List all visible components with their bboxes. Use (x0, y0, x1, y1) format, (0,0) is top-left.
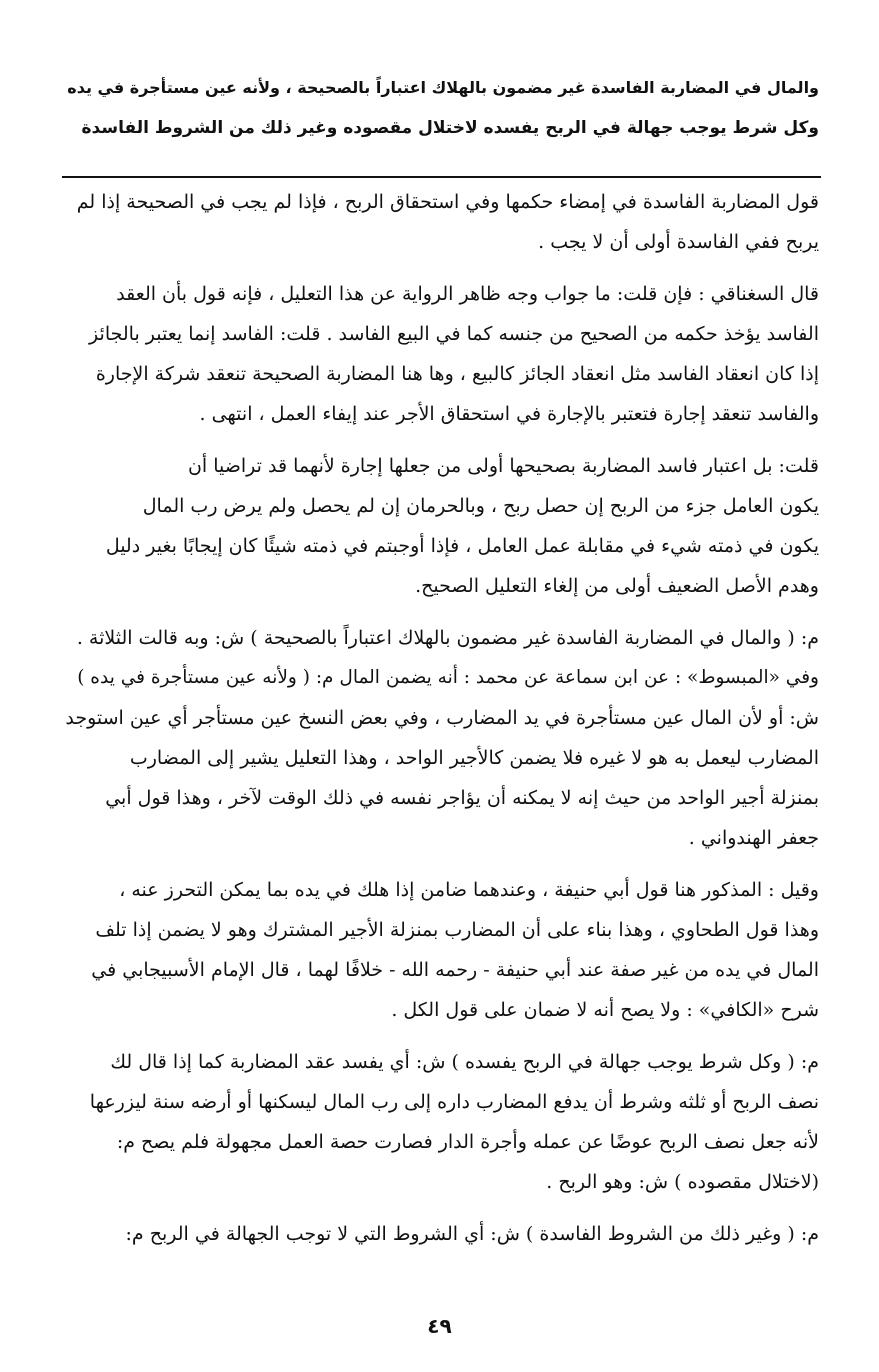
text-line: المال في يده من غير صفة عند أبي حنيفة - رحمه الله - خلافًا لهما ، قال الإمام الأسبيجابي في (91, 959, 819, 981)
text-line: يكون في ذمته شيء في مقابلة عمل العامل ، فإذا أوجبتم في ذمته شيئًا كان إيجابًا بغير دليل (105, 535, 819, 557)
text-line: م: ( وغير ذلك من الشروط الفاسدة ) ش: أي الشروط التي لا توجب الجهالة في الربح م: (125, 1223, 819, 1245)
paragraph (62, 182, 819, 262)
paragraph (62, 618, 819, 858)
text-line: م: ( والمال في المضاربة الفاسدة غير مضمون بالهلاك اعتباراً بالصحيحة ) ش: وبه قالت الثلاثة . (76, 627, 819, 649)
text-line: وقيل : المذكور هنا قول أبي حنيفة ، وعندهما ضامن إذا هلك في يده بما يمكن التحرز عنه ، (119, 879, 819, 901)
paragraph (62, 274, 819, 434)
paragraph (62, 446, 819, 606)
text-line: وفي «المبسوط» : عن ابن سماعة عن محمد : أنه يضمن المال م: ( ولأنه عين مستأجرة في يده ) (77, 667, 819, 688)
text-line: جعفر الهندواني . (688, 827, 819, 849)
text-line: نصف الربح أو ثلثه وشرط أن يدفع المضارب داره إلى رب المال ليسكنها أو أرضه سنة ليزرعها (89, 1091, 819, 1113)
text-line: قال السغناقي : فإن قلت: ما جواب وجه ظاهر الرواية عن هذا التعليل ، فإنه قول بأن العقد (116, 283, 819, 305)
text-line: ش: أو لأن المال عين مستأجرة في يد المضارب ، وفي بعض النسخ عين مستأجر أي عين استوجد (65, 707, 819, 729)
text-line: قول المضاربة الفاسدة في إمضاء حكمها وفي استحقاق الربح ، فإذا لم يجب في الصحيحة إذا لم (76, 191, 819, 213)
text-line: شرح «الكافي» : ولا يصح أنه لا ضمان على قول الكل . (391, 999, 819, 1021)
text-line: (لاختلال مقصوده ) ش: وهو الربح . (546, 1171, 819, 1193)
text-line: وهدم الأصل الضعيف أولى من إلغاء التعليل الصحيح. (415, 575, 819, 597)
paragraph (62, 1042, 819, 1202)
paragraph (62, 1214, 819, 1254)
text-line: م: ( وكل شرط يوجب جهالة في الربح يفسده ) ش: أي يفسد عقد المضاربة كما إذا قال لك (110, 1051, 819, 1073)
page-number: ٤٩ (427, 1314, 452, 1338)
text-line: الفاسد يؤخذ حكمه من الصحيح من جنسه كما في البيع الفاسد . قلت: الفاسد إنما يعتبر بالجائز (89, 323, 819, 345)
matn-line: والمال في المضاربة الفاسدة غير مضمون بالهلاك اعتباراً بالصحيحة ، ولأنه عين مستأجرة في يده (67, 78, 819, 97)
matn-line: وكل شرط يوجب جهالة في الربح يفسده لاختلال مقصوده وغير ذلك من الشروط الفاسدة (81, 118, 819, 138)
matn-text-block (62, 68, 819, 148)
text-line: والفاسد تنعقد إجارة فتعتبر بالإجارة في استحقاق الأجر عند إيفاء العمل ، انتهى . (199, 403, 819, 425)
text-line: يربح ففي الفاسدة أولى أن لا يجب . (538, 231, 819, 253)
text-line: يكون العامل جزء من الربح إن حصل ربح ، وبالحرمان إن لم يحصل ولم يرض رب المال (142, 495, 819, 517)
text-line: المضارب ليعمل به هو لا غيره فلا يضمن كالأجير الواحد ، وهذا التعليل يشير إلى المضارب (129, 747, 819, 769)
text-line: وهذا قول الطحاوي ، وهذا بناء على أن المضارب بمنزلة الأجير المشترك وهو لا يضمن إذا تلف (95, 919, 819, 941)
text-line: إذا كان انعقاد الفاسد مثل انعقاد الجائز كالبيع ، وها هنا المضاربة الصحيحة تنعقد شركة الإجارة (95, 363, 819, 385)
text-line: بمنزلة أجير الواحد من حيث إنه لا يمكنه أن يؤاجر نفسه في ذلك الوقت لآخر ، وهذا قول أبي (105, 787, 819, 809)
commentary-text-block (62, 182, 819, 1266)
paragraph (62, 870, 819, 1030)
text-line: قلت: بل اعتبار فاسد المضاربة بصحيحها أولى من جعلها إجارة لأنهما قد تراضيا أن (187, 455, 819, 477)
separator-rule (62, 176, 821, 178)
text-line: لأنه جعل نصف الربح عوضًا عن عمله وأجرة الدار فصارت حصة العمل مجهولة فلم يصح م: (116, 1131, 819, 1153)
